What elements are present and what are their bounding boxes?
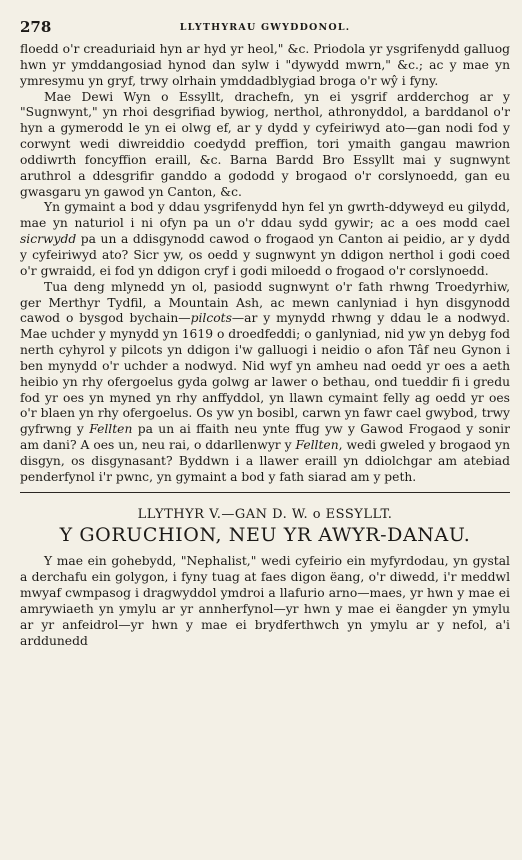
italic-word: pilcots xyxy=(190,311,232,326)
page-number: 278 xyxy=(20,18,52,36)
article-paragraph: Y mae ein gohebydd, "Nephalist," wedi cyfeirio ein myfyrdodau, yn gystal a derchafu ein golygon, i fyny tuag at faes digon ëang, o'r diwedd, i'r meddwl mwyaf cwmpasog i dragwyddol ymdroi a llafurio arno—maes, yr hwn y mae ei amrywiaeth yn ymylu ar yr annherfynol—yr hwn y mae ei ëangder yn ymylu ar yr anfeidrol—yr hwn y mae ei brydferthwch yn ymylu ar y nefol, a'i arddunedd xyxy=(20,554,510,648)
place-rest: SSYLLT. xyxy=(335,506,393,522)
paragraph-1: floedd o'r creaduriaid hyn ar hyd yr heol," &c. Priodola yr ysgrifenydd galluog hwn yr ymddangosiad hynod dan sylw i "dywydd mwrn," &c.; ac y mae yn ymresymu yn gryf, trwy olrhain ymddadblygiad broga o'r wŷ i fyny. xyxy=(20,42,510,88)
text-run: pa un a ddisgynodd cawod o frogaod yn Canton ai peidio, ar y dydd y cyfeiriwyd ato? Sicr yw, os oedd y sugnwynt yn ddigon nerthol i godi coed o'r gwraidd, ei fod yn ddigon cryf i godi miloedd o frogaod o'r corslynoedd. xyxy=(20,232,510,278)
text-run: —ar y mynydd rhwng y ddau le a nodwyd. Mae uchder y mynydd yn 1619 o droedfeddi; o ganlyniad, nid yw yn debyg fod nerth cyhyrol y pilcots yn ddigon i'w galluogi i neidio o afon Tâf neu Gynon i ben mynydd o'r uchder a nodwyd. Nid wyf yn amheu nad oedd yr oes a aeth heibio yn rhy ofergoelus gyda golwg ar lawer o bethau, ond tueddir fi i gredu fod yr oes yn myned yn rhy anffyddol, yn llawn cymaint felly ag oedd yr oes o'r blaen yn rhy ofergoelus. Os yw yn bosibl, carwn yn fawr cael gwybod, trwy gyfrwng y xyxy=(20,311,510,437)
letter-heading xyxy=(20,507,510,523)
article-title: Y GORUCHION, NEU YR AWYR-DANAU. xyxy=(59,524,471,547)
journal-title: LLYTHYRAU GWYDDONOL. xyxy=(179,22,351,33)
text-run: , wedi gweled y brogaod yn disgyn, os disgynasant? Byddwn i a llawer eraill yn ddiolchgar am atebiad penderfynol i'r pwnc, yn gymaint a bod y fath siarad am y peth. xyxy=(20,438,511,484)
place-initial: E xyxy=(321,506,336,522)
letter-o: o xyxy=(312,506,322,522)
paragraph-4 xyxy=(20,280,510,486)
text-run: pa un ai ffaith neu ynte ffug yw y Gawod Frogaod y sonir am dani? A oes un, neu rai, o ddarllenwyr y xyxy=(20,422,510,453)
text-run: Tua deng mlynedd yn ol, pasiodd sugnwynt o'r fath rhwng Troedyrhiw, ger Merthyr Tydfil, a Mountain Ash, ac mewn canlyniad i hyn disgynodd cawod o bysgod bychain— xyxy=(20,279,510,326)
letter-from-initial: G xyxy=(234,506,246,522)
paragraph-2: Mae Dewi Wyn o Essyllt, drachefn, yn ei ysgrif ardderchog ar y "Sugnwynt," yn rhoi desgrifiad bywiog, nerthol, athronyddol, a barddanol o'r hyn a gymerodd le yn ei olwg ef, ar y dydd y cyfeiriwyd ato—gan nodi fod y corwynt wedi diwreiddio coedydd preffion, tori ymaith gangau mawrion oddiwrth foncyffion eraill, &c. Barna Bardd Bro Essyllt mai y sugnwynt aruthrol a ddesgrifir ganddo a gododd y brogaod o'r corslynoedd, gan eu gwasgaru yn gawod yn Canton, &c. xyxy=(20,89,510,199)
author-initials: D. W. xyxy=(267,506,313,522)
running-head xyxy=(20,18,510,42)
italic-journal-name: Fellten xyxy=(295,438,339,453)
italic-word: sicrwydd xyxy=(20,232,77,247)
paragraph-3 xyxy=(20,200,510,279)
letter-number: LLYTHYR V.— xyxy=(137,506,235,522)
text-run: Yn gymaint a bod y ddau ysgrifenydd hyn fel yn gwrth-ddyweyd eu gilydd, mae yn naturiol i ni ofyn pa un o'r ddau sydd gywir; ac a oes modd cael xyxy=(20,200,510,231)
body-text xyxy=(20,42,510,649)
section-divider xyxy=(20,492,510,493)
italic-journal-name: Fellten xyxy=(89,422,133,437)
letter-from-rest: AN xyxy=(245,506,268,522)
